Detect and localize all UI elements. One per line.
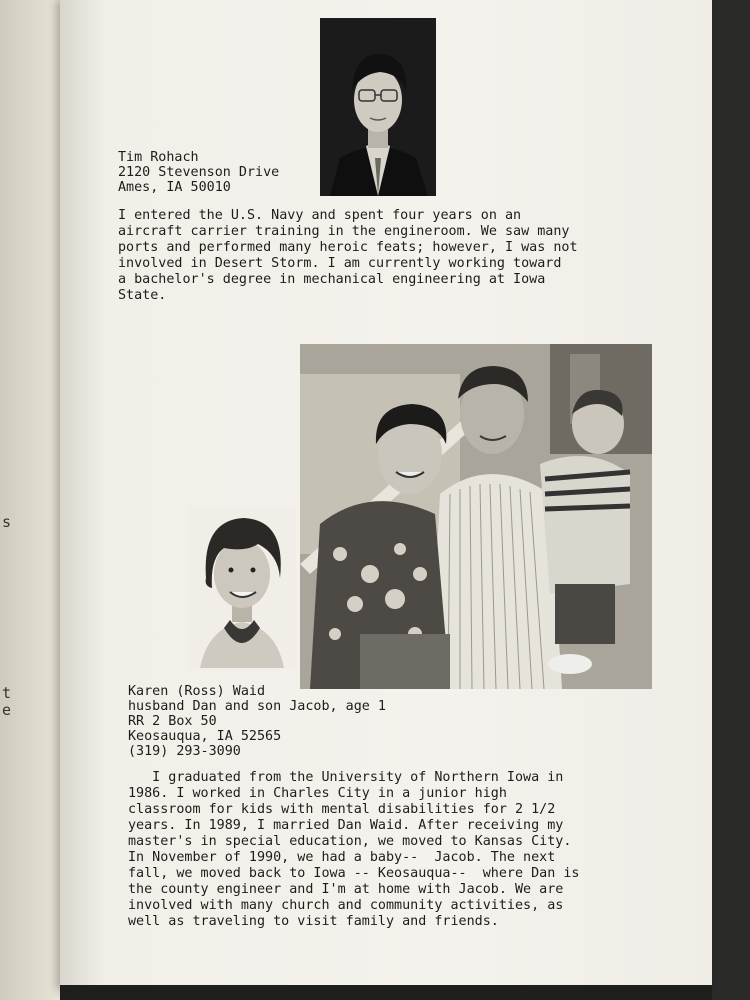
left-page-fragment: s xyxy=(2,513,12,531)
family-photo-illustration xyxy=(300,344,652,689)
body-line: classroom for kids with mental disabilities for 2 1/2 xyxy=(128,802,556,817)
body-line: aircraft carrier training in the engineroom. We saw many xyxy=(118,224,570,239)
body-line: fall, we moved back to Iowa -- Keosauqua-- where Dan is xyxy=(128,866,580,881)
body-line: involved with many church and community activities, as xyxy=(128,898,564,913)
body-line: In November of 1990, we had a baby-- Jacob. The next xyxy=(128,850,556,865)
body-line: I entered the U.S. Navy and spent four years on an xyxy=(118,208,522,223)
karen-ross-waid-portrait-photo xyxy=(188,508,296,668)
portrait-illustration xyxy=(320,18,436,196)
body-line: a bachelor's degree in mechanical engineering at Iowa xyxy=(118,272,546,287)
address-line: Keosauqua, IA 52565 xyxy=(128,729,282,744)
profile-name: Tim Rohach xyxy=(118,150,199,165)
page-bottom-shadow xyxy=(60,985,712,1000)
body-line: State. xyxy=(118,288,167,303)
portrait-illustration xyxy=(188,508,296,668)
waid-family-photo xyxy=(300,344,652,689)
body-line: 1986. I worked in Charles City in a junior high xyxy=(128,786,507,801)
body-line: the county engineer and I'm at home with Jacob. We are xyxy=(128,882,564,897)
family-line: husband Dan and son Jacob, age 1 xyxy=(128,699,386,714)
tim-rohach-portrait-photo xyxy=(320,18,436,196)
left-page-fragment: t xyxy=(2,684,12,702)
body-line: well as traveling to visit family and friends. xyxy=(128,914,499,929)
phone-number: (319) 293-3090 xyxy=(128,744,241,759)
body-line: ports and performed many heroic feats; however, I was not xyxy=(118,240,578,255)
left-page-fragment: e xyxy=(2,701,12,719)
body-line: years. In 1989, I married Dan Waid. After receiving my xyxy=(128,818,564,833)
body-line: I graduated from the University of Northern Iowa in xyxy=(128,770,564,785)
address-line: RR 2 Box 50 xyxy=(128,714,217,729)
address-line: 2120 Stevenson Drive xyxy=(118,165,280,180)
body-line: involved in Desert Storm. I am currently working toward xyxy=(118,256,562,271)
address-line: Ames, IA 50010 xyxy=(118,180,231,195)
profile-name: Karen (Ross) Waid xyxy=(128,684,266,699)
body-line: master's in special education, we moved to Kansas City. xyxy=(128,834,572,849)
